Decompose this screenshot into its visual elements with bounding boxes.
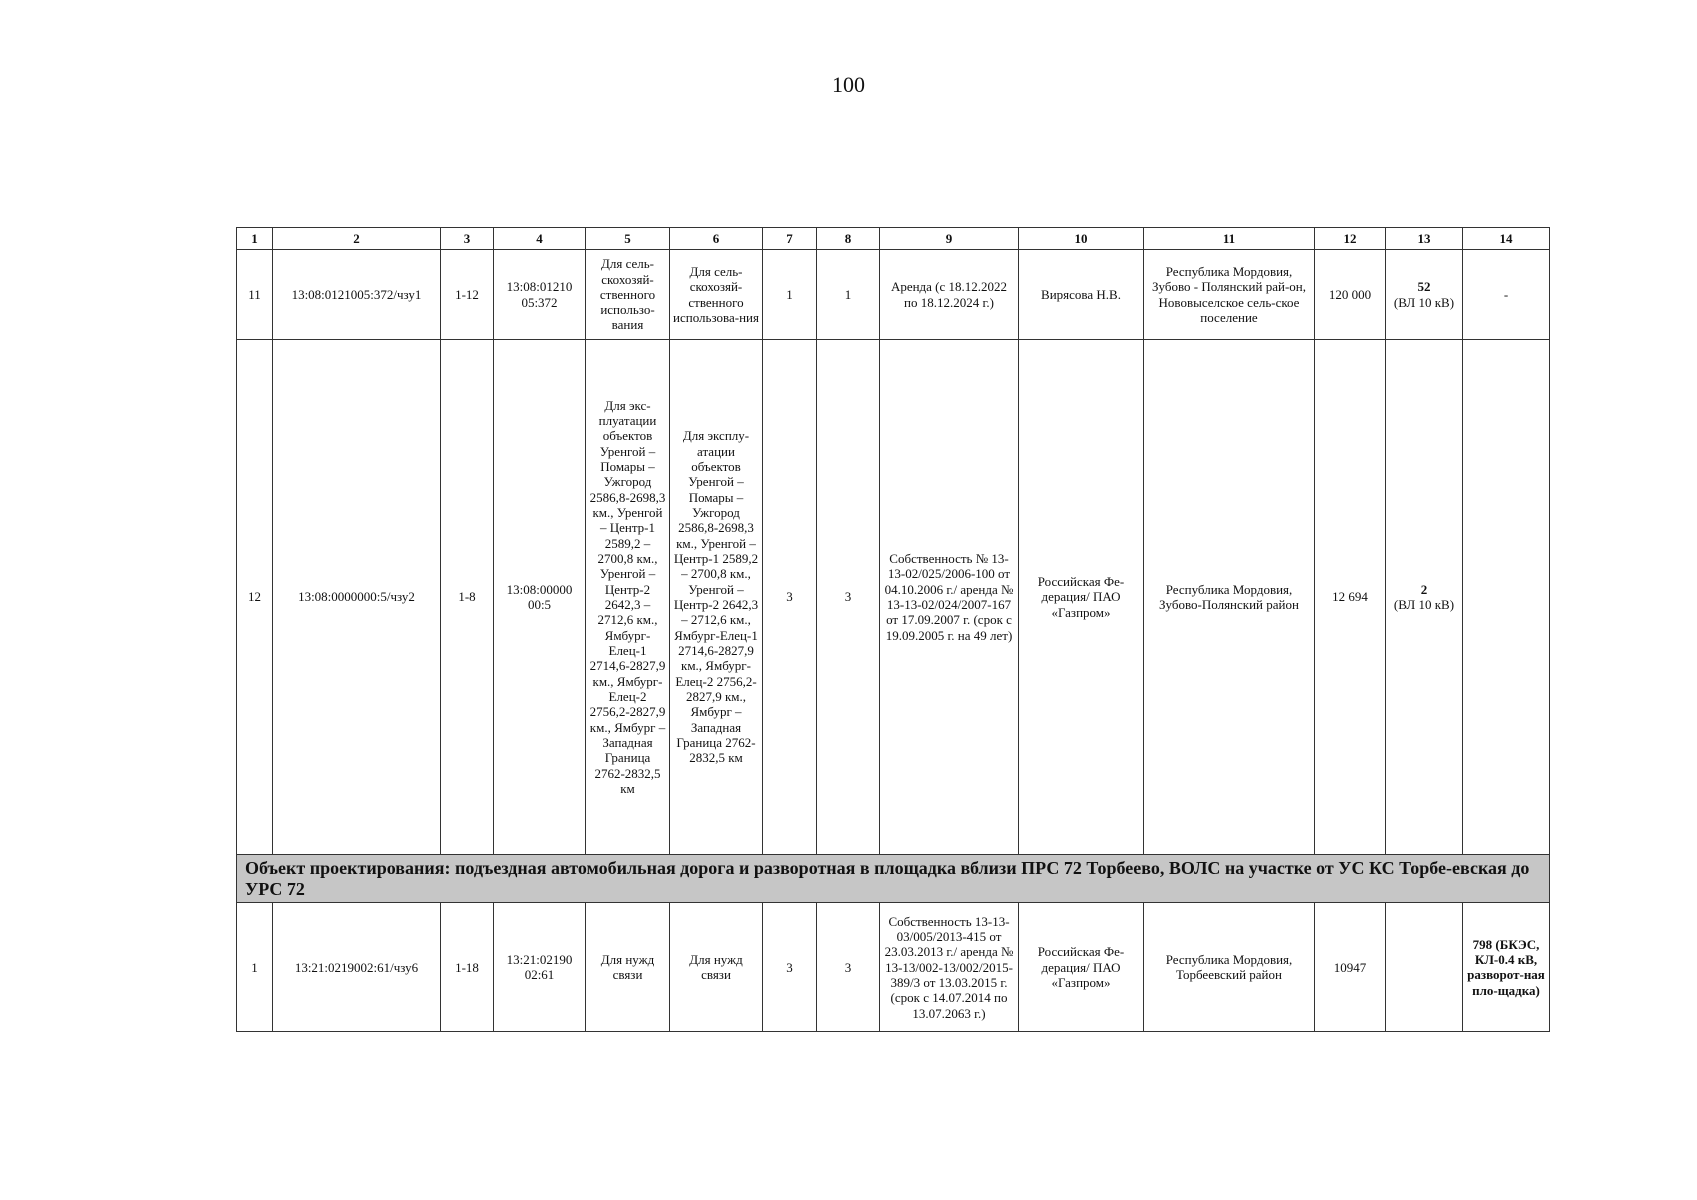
encumbrance-area-note: (ВЛ 10 кВ): [1393, 597, 1455, 612]
rights-cell: Собственность 13-13-03/005/2013-415 от 23.03.2013 г./ аренда № 13-13/002-13/002/2015-389/3 от 13.03.2015 г. (срок с 14.07.2014 по 13.07.2063 г.): [880, 903, 1019, 1032]
table-row: [237, 340, 1550, 855]
encumbrance-area-note: (ВЛ 10 кВ): [1393, 294, 1455, 310]
encumbrance-area-cell: [1386, 903, 1463, 1032]
cadastral-part-cell: 13:21:0219002:61/чзу6: [273, 903, 441, 1032]
column-header: 5: [586, 228, 670, 250]
cadastral-part-cell: 13:08:0000000:5/чзу2: [273, 340, 441, 855]
location-cell: Республика Мордовия, Торбеевский район: [1144, 903, 1315, 1032]
column-header: 14: [1463, 228, 1550, 250]
table-row: [237, 250, 1550, 340]
table-header-row: [237, 228, 1550, 250]
cadastral-number-cell: 13:08:01210 05:372: [494, 250, 586, 340]
owner-cell: Российская Фе-дерация/ ПАО «Газпром»: [1019, 340, 1144, 855]
column-header: 4: [494, 228, 586, 250]
land-plots-table: [236, 227, 1550, 1032]
column-header: 8: [817, 228, 880, 250]
cadastral-number-cell: 13:21:02190 02:61: [494, 903, 586, 1032]
notes-cell: 798 (БКЭС, КЛ-0.4 кВ, разворот-ная пло-щадка): [1463, 903, 1550, 1032]
owner-cell: Вирясова Н.В.: [1019, 250, 1144, 340]
area-cell: 10947: [1315, 903, 1386, 1032]
column-header: 1: [237, 228, 273, 250]
column-header: 10: [1019, 228, 1144, 250]
category-cell: 1: [763, 250, 817, 340]
points-range-cell: 1-12: [441, 250, 494, 340]
category-cell: 3: [763, 340, 817, 855]
notes-cell: -: [1463, 250, 1550, 340]
column-header: 13: [1386, 228, 1463, 250]
rights-cell: Собственность № 13-13-02/025/2006-100 от 04.10.2006 г./ аренда № 13-13-02/024/2007-167 от 17.09.2007 г. (срок с 19.09.2005 г. на 49 лет): [880, 340, 1019, 855]
section-title: Объект проектирования: подъездная автомобильная дорога и разворотная в площадка вблизи ПРС 72 Торбеево, ВОЛС на участке от УС КС Торбе-евская до УРС 72: [237, 855, 1550, 903]
location-cell: Республика Мордовия, Зубово - Полянский рай-он, Нововыселское сель-ское поселение: [1144, 250, 1315, 340]
column-header: 9: [880, 228, 1019, 250]
row-number-cell: 11: [237, 250, 273, 340]
table-row: [237, 903, 1550, 1032]
points-range-cell: 1-8: [441, 340, 494, 855]
category-cell: 3: [817, 903, 880, 1032]
notes-cell: [1463, 340, 1550, 855]
cadastral-part-cell: 13:08:0121005:372/чзу1: [273, 250, 441, 340]
column-header: 2: [273, 228, 441, 250]
encumbrance-area-cell: [1386, 340, 1463, 855]
permitted-use-cell: Для нужд связи: [670, 903, 763, 1032]
column-header: 3: [441, 228, 494, 250]
page-number: 100: [832, 72, 865, 97]
owner-cell: Российская Фе-дерация/ ПАО «Газпром»: [1019, 903, 1144, 1032]
permitted-use-cell: Для сель-скохозяй-ственного использо-вания: [586, 250, 670, 340]
encumbrance-area-cell: [1386, 250, 1463, 340]
permitted-use-cell: Для эксплу-атации объектов Уренгой – Помары – Ужгород 2586,8-2698,3 км., Уренгой – Центр-1 2589,2 – 2700,8 км., Уренгой – Центр-2 2642,3 – 2712,6 км., Ямбург-Елец-1 2714,6-2827,9 км., Ямбург-Елец-2 2756,2-2827,9 км., Ямбург – Западная Граница 2762-2832,5 км: [670, 340, 763, 855]
permitted-use-cell: Для нужд связи: [586, 903, 670, 1032]
cadastral-number-cell: 13:08:00000 00:5: [494, 340, 586, 855]
permitted-use-cell: Для экс-плуатации объектов Уренгой – Помары – Ужгород 2586,8-2698,3 км., Уренгой – Центр-1 2589,2 – 2700,8 км., Уренгой – Центр-2 2642,3 – 2712,6 км., Ямбург-Елец-1 2714,6-2827,9 км., Ямбург-Елец-2 2756,2-2827,9 км., Ямбург – Западная Граница 2762-2832,5 км: [586, 340, 670, 855]
column-header: 7: [763, 228, 817, 250]
category-cell: 3: [817, 340, 880, 855]
area-cell: 12 694: [1315, 340, 1386, 855]
column-header: 12: [1315, 228, 1386, 250]
category-cell: 1: [817, 250, 880, 340]
category-cell: 3: [763, 903, 817, 1032]
points-range-cell: 1-18: [441, 903, 494, 1032]
encumbrance-area-value: 2: [1420, 581, 1428, 597]
column-header: 11: [1144, 228, 1315, 250]
encumbrance-area-value: 52: [1417, 279, 1431, 295]
row-number-cell: 1: [237, 903, 273, 1032]
section-header-row: [237, 855, 1550, 903]
rights-cell: Аренда (с 18.12.2022 по 18.12.2024 г.): [880, 250, 1019, 340]
area-cell: 120 000: [1315, 250, 1386, 340]
location-cell: Республика Мордовия, Зубово-Полянский район: [1144, 340, 1315, 855]
permitted-use-cell: Для сель-скохозяй-ственного использова-ния: [670, 250, 763, 340]
row-number-cell: 12: [237, 340, 273, 855]
column-header: 6: [670, 228, 763, 250]
